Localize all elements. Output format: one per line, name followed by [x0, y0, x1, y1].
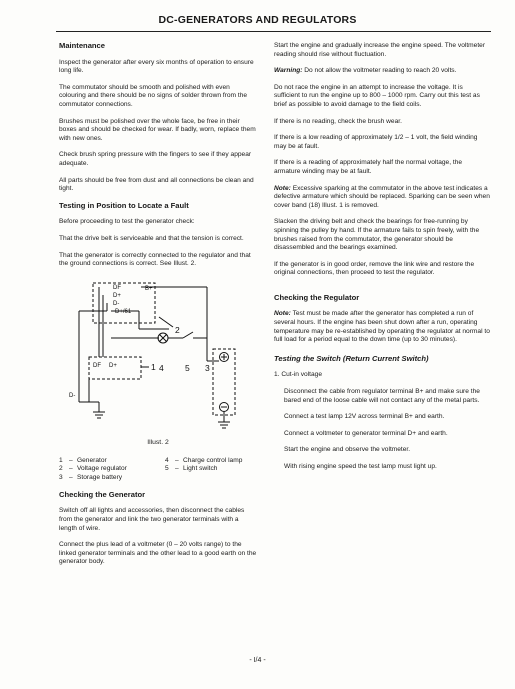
- start-para: Start the engine and gradually increase the engine speed. The voltmeter reading should rise without fluctuation.: [274, 42, 486, 58]
- body-para: If there is a low reading of approximately 1/2 – 1 volt, the field winding may be at fault.: [274, 134, 478, 150]
- body-para: Connect a test lamp 12V across terminal B+ and earth.: [284, 413, 445, 421]
- label-bplus: B+: [145, 285, 153, 292]
- testing-para: That the drive belt is serviceable and that the tension is correct.: [59, 234, 244, 242]
- legend-dash: –: [175, 457, 179, 465]
- maintenance-heading: Maintenance: [59, 41, 105, 50]
- legend-dash: –: [175, 465, 179, 473]
- illust-caption: Illust. 2: [147, 438, 169, 446]
- body-para: If the generator is in good order, remove the link wire and restore the original connections, then proceed to test the regulator.: [274, 260, 475, 277]
- legend-label: Voltage regulator: [77, 465, 127, 473]
- label-gen-dminus: D-: [69, 392, 76, 399]
- label-gen-df: DF: [93, 362, 101, 369]
- right-column: [274, 42, 490, 480]
- label-gen-dplus: D+: [109, 362, 117, 369]
- body-para: With rising engine speed the test lamp must light up.: [284, 463, 437, 470]
- label-3: 3: [205, 362, 210, 373]
- label-1: 1: [151, 361, 156, 372]
- cutin-item: 1. Cut-in voltage: [274, 371, 323, 379]
- testing-heading: Testing in Position to Locate a Fault: [59, 200, 189, 210]
- maintenance-para: Check brush spring pressure with the fingers to see if they appear adequate.: [59, 151, 252, 167]
- testing-switch-heading: Testing the Switch (Return Current Switch): [274, 353, 429, 363]
- legend: [59, 457, 257, 482]
- legend-label: Generator: [77, 457, 107, 465]
- body-para: Do not race the engine in an attempt to increase the voltage. It is sufficient to run the engine up to 800 – 1000 rpm. Carry out this test as brief as possible to avoid damage to the field coils.: [274, 83, 480, 108]
- wiring-diagram: [59, 277, 257, 435]
- body-para: If there is a reading of approximately half the normal voltage, the armature winding may be at fault.: [274, 159, 463, 175]
- label-2: 2: [175, 324, 180, 335]
- legend-label: Charge control lamp: [183, 457, 243, 465]
- checking-generator-heading: Checking the Generator: [59, 489, 146, 499]
- label-dplus: D+: [113, 292, 121, 299]
- legend-num: 4: [165, 457, 169, 465]
- note-para: [274, 310, 490, 344]
- body-para: Slacken the driving belt and check the bearings for free-running by spinning the pulley by hand. If the armature fails to spin freely, with the brushes raised from the commutator, the generator should be disassembled and the bearings examined.: [274, 218, 480, 252]
- warning-para: [274, 67, 490, 76]
- light-switch: [183, 332, 193, 338]
- legend-num: 2: [59, 465, 63, 473]
- maintenance-para: The commutator should be smooth and polished with even colouring and there should be no signs of solder thrown from the commutator connections.: [59, 83, 248, 108]
- testing-para: Before proceeding to test the generator check:: [59, 218, 195, 226]
- label-df: DF: [113, 284, 121, 291]
- left-column: [59, 42, 257, 575]
- warning-label: Warning:: [274, 67, 303, 75]
- label-dplus61: D+/61: [115, 308, 132, 315]
- checking-generator-para: Connect the plus lead of a voltmeter (0 – 20 volts range) to the linked generator terminals and the other lead to a good earth on the generator body.: [59, 541, 257, 566]
- maintenance-para: All parts should be free from dust and all connections be clean and tight.: [59, 176, 254, 193]
- legend-num: 5: [165, 465, 169, 473]
- note-para: [274, 185, 490, 211]
- note-label: Note:: [274, 310, 291, 318]
- legend-dash: –: [69, 465, 73, 473]
- maintenance-para: Inspect the generator after every six months of operation to ensure long life.: [59, 58, 254, 75]
- legend-label: Storage battery: [77, 473, 123, 481]
- note-text: Test must be made after the generator has completed a run of several hours. If the engine has been shut down after a run, operating temperature may be re-established by operating the regulator at normal to full load for a period equal to the down time (up to 30 minutes).: [274, 310, 490, 344]
- legend-num: 3: [59, 473, 63, 481]
- legend-label: Light switch: [183, 465, 218, 473]
- title-rule: [56, 31, 491, 32]
- page-title: DC-GENERATORS AND REGULATORS: [158, 14, 357, 26]
- legend-dash: –: [69, 473, 73, 481]
- label-4: 4: [159, 362, 164, 373]
- warning-text: Do not allow the voltmeter reading to reach 20 volts.: [304, 67, 457, 75]
- body-para: Connect a voltmeter to generator terminal D+ and earth.: [284, 429, 448, 437]
- checking-generator-para: Switch off all lights and accessories, then disconnect the cables from the generator and link the two generator terminals with a length of wire.: [59, 507, 245, 532]
- legend-num: 1: [59, 457, 63, 465]
- label-dminus: D-: [113, 300, 120, 307]
- legend-dash: –: [69, 457, 73, 465]
- wiring-diagram-svg: [59, 277, 257, 435]
- label-5: 5: [185, 362, 190, 373]
- body-para: Disconnect the cable from regulator terminal B+ and make sure the bared end of the loose cable will not contact any of the metal parts.: [284, 388, 480, 404]
- page-number: - I/4 -: [249, 657, 266, 664]
- maintenance-para: Brushes must be polished over the whole face, be free in their boxes and should be checked for wear. If badly, worn, replace them with new ones.: [59, 117, 256, 142]
- checking-regulator-heading: Checking the Regulator: [274, 292, 360, 302]
- body-para: If there is no reading, check the brush wear.: [274, 117, 402, 125]
- note-label: Note:: [274, 184, 291, 192]
- testing-para: That the generator is correctly connected to the regulator and that the ground connections is correct. See Illust. 2.: [59, 251, 251, 268]
- note-text: Excessive sparking at the commutator in the above test indicates a defective armature which should be replaced. Sparking can be seen when cover band (18) Illust. 1 is removed.: [274, 184, 490, 209]
- body-para: Start the engine and observe the voltmeter.: [284, 446, 411, 454]
